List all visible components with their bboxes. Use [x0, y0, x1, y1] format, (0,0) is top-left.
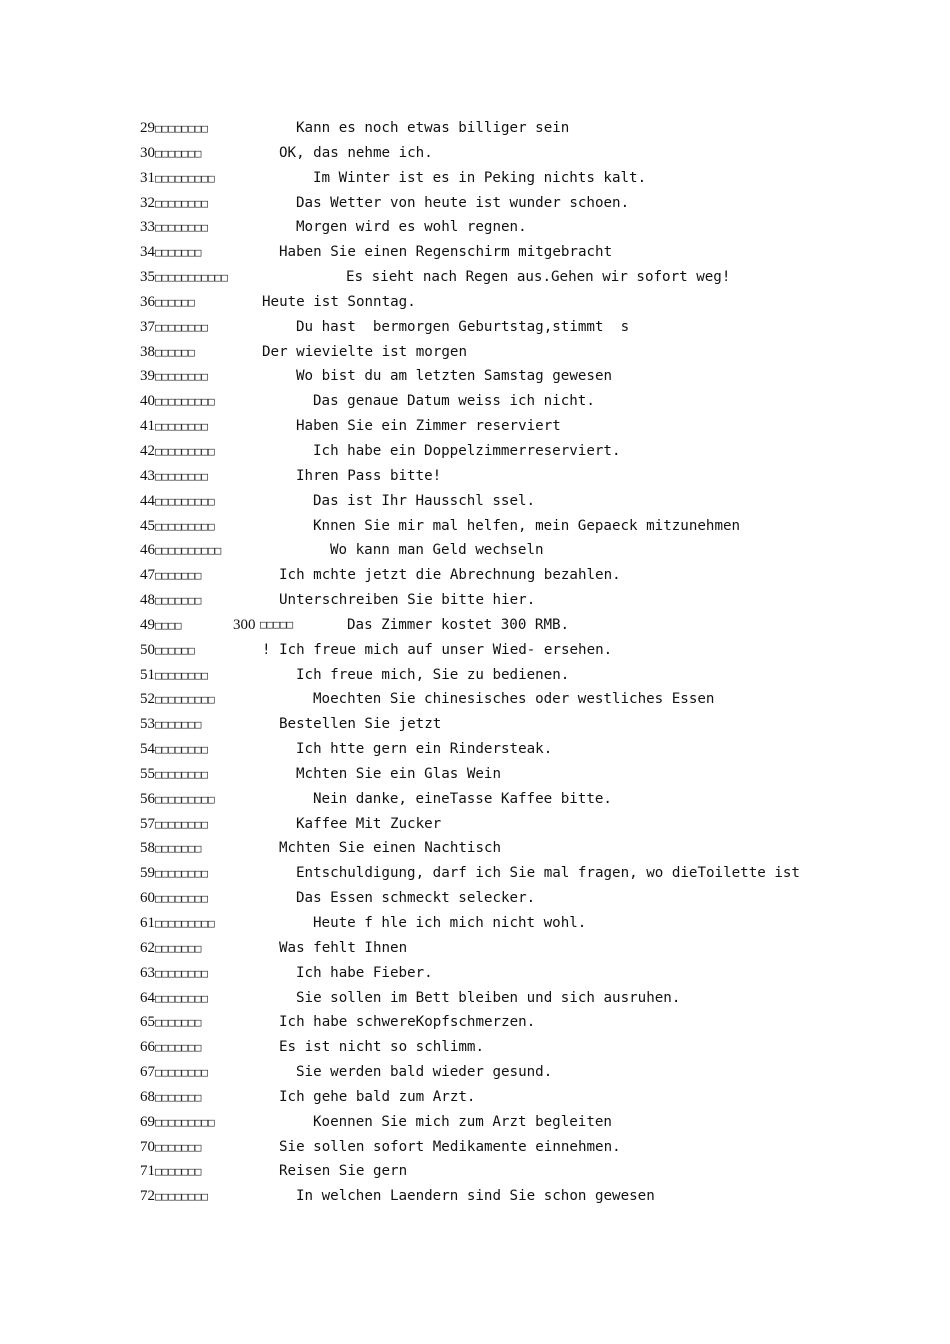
phrase-line	[140, 665, 920, 690]
phrase-number: 55	[140, 765, 155, 782]
phrase-number: 70	[140, 1138, 155, 1155]
chinese-text-placeholder: □□□□□□□□	[155, 1066, 208, 1080]
phrase-number: 37	[140, 318, 155, 335]
german-phrase: Reisen Sie gern	[279, 1163, 408, 1180]
phrase-number: 62	[140, 939, 155, 956]
chinese-text-placeholder: □□□□□□□□	[155, 767, 208, 781]
chinese-text-placeholder: □□□□□□□□□	[155, 519, 215, 533]
chinese-text-placeholder: □□□□□□□	[155, 1090, 202, 1104]
chinese-text-placeholder: □□□□□□□□□	[155, 395, 215, 409]
phrase-number: 40	[140, 393, 155, 410]
phrase-line	[140, 838, 920, 863]
german-phrase: Heute f hle ich mich nicht wohl.	[313, 915, 587, 931]
phrase-number: 43	[140, 467, 155, 484]
phrase-line	[140, 814, 920, 839]
german-phrase: Das Wetter von heute ist wunder schoen.	[296, 194, 630, 211]
german-phrase: Sie werden bald wieder gesund.	[296, 1064, 553, 1081]
chinese-text-placeholder: □□□□□□□	[155, 718, 202, 732]
chinese-text-placeholder: □□□□□□□□□□□	[155, 271, 228, 285]
phrase-line	[140, 1112, 920, 1137]
chinese-text-placeholder: □□□□□□□□	[155, 469, 208, 483]
chinese-text-placeholder: □□□□□□□□	[155, 320, 208, 334]
german-phrase: Das ist Ihr Hausschl ssel.	[313, 492, 536, 509]
phrase-line	[140, 938, 920, 963]
chinese-text-placeholder: □□□□□□□	[155, 1041, 202, 1055]
phrase-number: 59	[140, 865, 155, 882]
chinese-text-placeholder: □□□□□□□□□	[155, 792, 215, 806]
phrase-number: 30	[140, 144, 155, 161]
chinese-text-placeholder: □□□□	[155, 618, 182, 632]
phrase-number: 47	[140, 567, 155, 584]
german-phrase: Das genaue Datum weiss ich nicht.	[313, 393, 595, 410]
chinese-text-placeholder: □□□□□□□□	[155, 420, 208, 434]
chinese-text-placeholder: □□□□□□	[155, 295, 195, 309]
phrase-number: 67	[140, 1064, 155, 1081]
chinese-text-placeholder: □□□□□□□	[155, 941, 202, 955]
phrase-number: 53	[140, 716, 155, 733]
phrase-line	[140, 366, 920, 391]
german-phrase: Bestellen Sie jetzt	[279, 716, 442, 733]
german-phrase: Ich habe ein Doppelzimmerreserviert.	[313, 442, 621, 459]
phrase-number: 41	[140, 418, 155, 435]
phrase-line	[140, 292, 920, 317]
phrase-number: 34	[140, 244, 155, 261]
phrase-number: 31	[140, 169, 155, 186]
german-phrase: Der wievielte ist morgen	[262, 343, 467, 360]
phrase-line	[140, 416, 920, 441]
phrase-number: 46	[140, 542, 155, 559]
phrase-price: 300	[233, 616, 256, 633]
phrase-line	[140, 988, 920, 1013]
phrase-number: 32	[140, 194, 155, 211]
phrase-line	[140, 1012, 920, 1037]
german-phrase: Ihren Pass bitte!	[296, 467, 442, 484]
german-phrase: Entschuldigung, darf ich Sie mal fragen, wo dieToilette ist	[296, 865, 800, 882]
chinese-text-placeholder: □□□□□□□□□	[155, 494, 215, 508]
german-phrase: Mchten Sie einen Nachtisch	[279, 840, 502, 857]
chinese-text-placeholder: □□□□□□□□	[155, 668, 208, 682]
phrase-line	[140, 1161, 920, 1186]
chinese-text-placeholder: □□□□□□□□	[155, 370, 208, 384]
phrase-number: 66	[140, 1039, 155, 1056]
phrase-line	[140, 1037, 920, 1062]
phrase-number: 69	[140, 1113, 155, 1130]
german-phrase: Haben Sie einen Regenschirm mitgebracht	[279, 244, 613, 261]
german-phrase: Wo kann man Geld wechseln	[330, 542, 544, 559]
phrase-number: 58	[140, 840, 155, 857]
german-phrase: Sie sollen sofort Medikamente einnehmen.	[279, 1138, 621, 1155]
chinese-text-placeholder: □□□□□□□	[155, 246, 202, 260]
phrase-number: 51	[140, 666, 155, 683]
phrase-number: 50	[140, 641, 155, 658]
german-phrase: Im Winter ist es in Peking nichts kalt.	[313, 169, 647, 186]
phrase-number: 60	[140, 890, 155, 907]
phrase-line	[140, 764, 920, 789]
phrase-line	[140, 888, 920, 913]
german-phrase: ! Ich freue mich auf unser Wied- ersehen.	[262, 641, 613, 658]
german-phrase: Wo bist du am letzten Samstag gewesen	[296, 368, 613, 385]
chinese-text-placeholder: □□□□□□□	[155, 594, 202, 608]
phrase-line	[140, 739, 920, 764]
phrase-line	[140, 342, 920, 367]
german-phrase: Sie sollen im Bett bleiben und sich ausruhen.	[296, 989, 681, 1006]
german-phrase: Moechten Sie chinesisches oder westliches Essen	[313, 691, 715, 708]
phrase-line	[140, 143, 920, 168]
phrase-line	[140, 168, 920, 193]
chinese-text-placeholder: □□□□□□□□	[155, 196, 208, 210]
german-phrase: Ich freue mich, Sie zu bedienen.	[296, 666, 570, 683]
chinese-text-placeholder: □□□□□□□□□	[155, 917, 215, 930]
phrase-number: 61	[140, 915, 155, 931]
chinese-text-placeholder: □□□□□□□□	[155, 991, 208, 1005]
phrase-line	[140, 242, 920, 267]
chinese-text-placeholder: □□□□□□□□□	[155, 1115, 215, 1129]
german-phrase: Ich mchte jetzt die Abrechnung bezahlen.	[279, 567, 621, 584]
german-phrase: Das Zimmer kostet 300 RMB.	[347, 616, 570, 633]
phrase-list	[140, 118, 920, 1211]
chinese-text-placeholder: □□□□□□□	[155, 1140, 202, 1154]
phrase-number: 48	[140, 592, 155, 609]
phrase-line	[140, 466, 920, 491]
phrase-number: 54	[140, 741, 155, 758]
phrase-line	[140, 118, 920, 143]
german-phrase: Haben Sie ein Zimmer reserviert	[296, 418, 561, 435]
phrase-number: 33	[140, 219, 155, 236]
chinese-text-placeholder: □□□□□□□□□	[155, 171, 215, 185]
phrase-number: 65	[140, 1014, 155, 1031]
german-phrase: Mchten Sie ein Glas Wein	[296, 765, 501, 782]
german-phrase: Heute ist Sonntag.	[262, 293, 416, 310]
phrase-line	[140, 615, 920, 640]
german-phrase: Ich habe schwereKopfschmerzen.	[279, 1014, 536, 1031]
phrase-line	[140, 391, 920, 416]
german-phrase: Kaffee Mit Zucker	[296, 815, 442, 832]
phrase-number: 35	[140, 269, 155, 286]
phrase-number: 71	[140, 1163, 155, 1180]
phrase-number: 57	[140, 815, 155, 832]
chinese-text-placeholder: □□□□□	[260, 617, 294, 631]
german-phrase: Ich htte gern ein Rindersteak.	[296, 741, 553, 758]
phrase-number: 68	[140, 1088, 155, 1105]
phrase-line	[140, 590, 920, 615]
phrase-line	[140, 1137, 920, 1162]
chinese-text-placeholder: □□□□□□□	[155, 1016, 202, 1030]
german-phrase: In welchen Laendern sind Sie schon gewesen	[296, 1188, 655, 1205]
german-phrase: Was fehlt Ihnen	[279, 939, 408, 956]
german-phrase: Das Essen schmeckt selecker.	[296, 890, 536, 907]
phrase-number: 29	[140, 120, 155, 136]
german-phrase: Ich habe Fieber.	[296, 964, 433, 981]
german-phrase: Ich gehe bald zum Arzt.	[279, 1088, 476, 1105]
phrase-number: 52	[140, 691, 155, 708]
phrase-number: 64	[140, 989, 155, 1006]
chinese-text-placeholder: □□□□□□□	[155, 842, 202, 856]
chinese-text-placeholder: □□□□□□□□	[155, 817, 208, 831]
phrase-line	[140, 491, 920, 516]
phrase-line	[140, 441, 920, 466]
phrase-line	[140, 217, 920, 242]
phrase-number: 49	[140, 616, 155, 633]
phrase-line	[140, 863, 920, 888]
phrase-line	[140, 193, 920, 218]
phrase-line	[140, 640, 920, 665]
german-phrase: OK, das nehme ich.	[279, 144, 433, 161]
german-phrase: Es sieht nach Regen aus.Gehen wir sofort weg!	[346, 269, 731, 286]
german-phrase: Koennen Sie mich zum Arzt begleiten	[313, 1113, 612, 1130]
phrase-number: 39	[140, 368, 155, 385]
phrase-line	[140, 963, 920, 988]
phrase-number: 38	[140, 343, 155, 360]
german-phrase: Nein danke, eineTasse Kaffee bitte.	[313, 790, 612, 807]
chinese-text-placeholder: □□□□□□□	[155, 146, 202, 160]
chinese-text-placeholder: □□□□□□□□	[155, 221, 208, 235]
chinese-text-placeholder: □□□□□□□	[155, 1165, 202, 1179]
phrase-number: 45	[140, 517, 155, 534]
phrase-number: 56	[140, 790, 155, 807]
chinese-text-placeholder: □□□□□□□□	[155, 743, 208, 757]
phrase-number: 44	[140, 492, 155, 509]
chinese-text-placeholder: □□□□□□□□	[155, 1190, 208, 1204]
chinese-text-placeholder: □□□□□□□□	[155, 867, 208, 881]
phrase-line	[140, 267, 920, 292]
chinese-text-placeholder: □□□□□□□□	[155, 122, 208, 135]
chinese-text-placeholder: □□□□□□□□	[155, 966, 208, 980]
german-phrase: Kann es noch etwas billiger sein	[296, 120, 570, 136]
chinese-text-placeholder: □□□□□□	[155, 643, 195, 657]
phrase-line	[140, 1062, 920, 1087]
phrase-line	[140, 516, 920, 541]
phrase-line	[140, 540, 920, 565]
phrase-line	[140, 1186, 920, 1211]
chinese-text-placeholder: □□□□□□□□□	[155, 444, 215, 458]
chinese-text-placeholder: □□□□□□□□□□	[155, 544, 222, 558]
phrase-number: 36	[140, 293, 155, 310]
chinese-text-placeholder: □□□□□□□□	[155, 892, 208, 906]
chinese-text-placeholder: □□□□□□□	[155, 569, 202, 583]
phrase-line	[140, 913, 920, 938]
phrase-line	[140, 565, 920, 590]
german-phrase: Morgen wird es wohl regnen.	[296, 219, 527, 236]
phrase-line	[140, 689, 920, 714]
phrase-number: 42	[140, 442, 155, 459]
german-phrase: Knnen Sie mir mal helfen, mein Gepaeck mitzunehmen	[313, 517, 741, 534]
phrase-line	[140, 714, 920, 739]
german-phrase: Es ist nicht so schlimm.	[279, 1039, 484, 1056]
german-phrase: Unterschreiben Sie bitte hier.	[279, 592, 536, 609]
phrase-number: 72	[140, 1188, 155, 1205]
phrase-line	[140, 789, 920, 814]
chinese-text-placeholder: □□□□□□□□□	[155, 693, 215, 707]
phrase-line	[140, 317, 920, 342]
phrase-line	[140, 1087, 920, 1112]
phrase-number: 63	[140, 964, 155, 981]
chinese-text-placeholder: □□□□□□	[155, 345, 195, 359]
german-phrase: Du hast bermorgen Geburtstag,stimmt s	[296, 318, 630, 335]
